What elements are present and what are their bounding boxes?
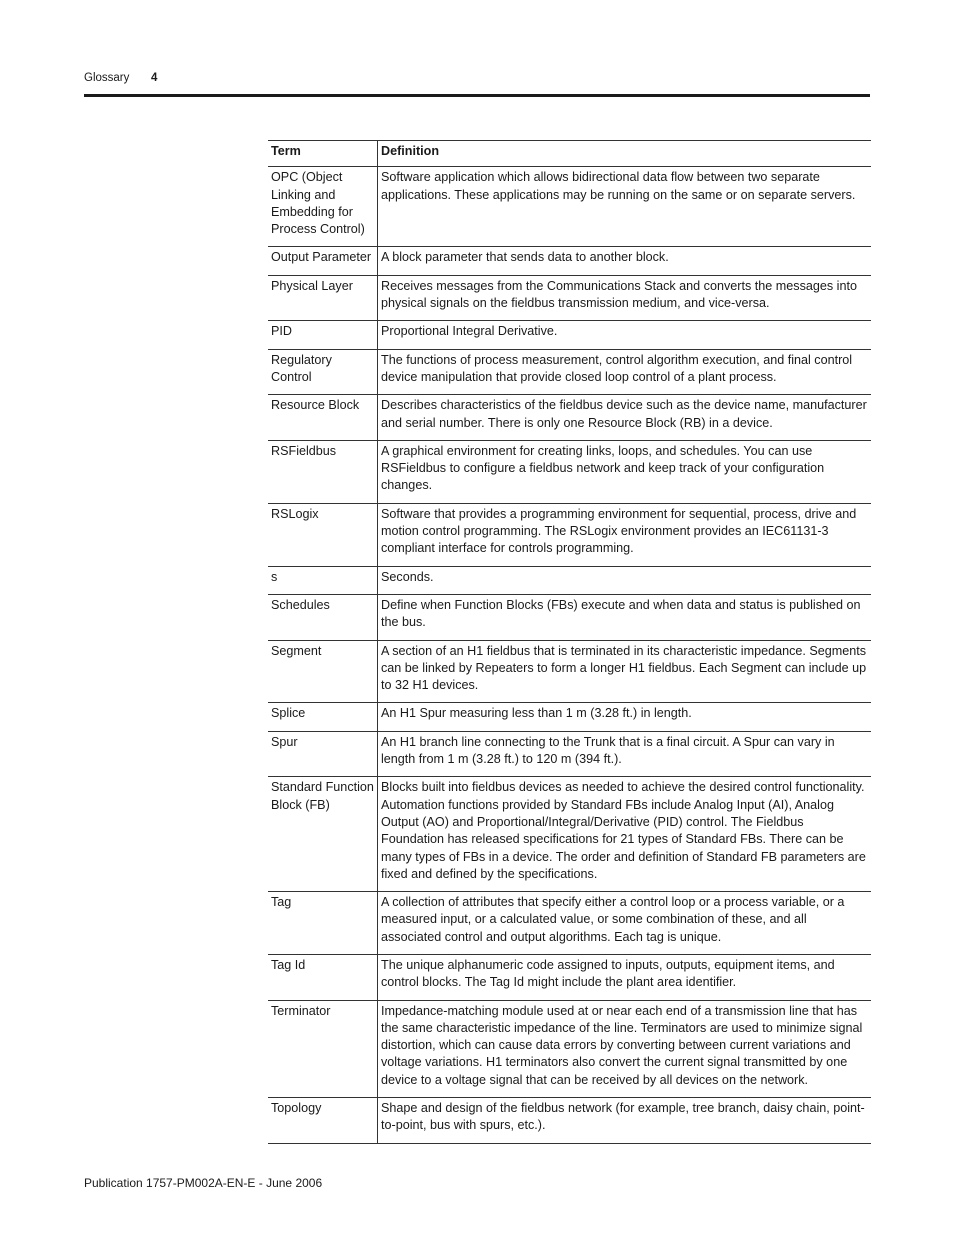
glossary-definition: The unique alphanumeric code assigned to inputs, outputs, equipment items, and control blocks. The Tag Id might include the plant area identifier. [378, 954, 872, 1000]
table-row [268, 349, 871, 395]
page-number: 4 [151, 72, 158, 84]
glossary-definition: Impedance-matching module used at or near each end of a transmission line that has the same characteristic impedance of the line. Terminators are used to minimize signal distortion, which can cause data errors by converting between current variations and voltage variations. H1 terminators also convert the current signal transmitted by one device to a voltage signal that can be received by all devices on the network. [378, 1000, 872, 1097]
table-row [268, 954, 871, 1000]
table-row [268, 503, 871, 566]
glossary-term: Regulatory Control [268, 349, 378, 395]
glossary-term: Physical Layer [268, 275, 378, 321]
glossary-definition: Blocks built into fieldbus devices as needed to achieve the desired control functionality. Automation functions provided by Standard FBs include Analog Input (AI), Analog Output (AO) and Proportional/Integral/Derivative (PID) control. The Fieldbus Foundation has released specifications for 21 types of Standard FBs. There can be many types of FBs in a device. The order and definition of Standard FB parameters are fixed and defined by the specifications. [378, 777, 872, 892]
table-row [268, 566, 871, 594]
column-header-term: Term [268, 141, 378, 167]
table-header-row [268, 141, 871, 167]
glossary-term: Resource Block [268, 395, 378, 441]
table-row [268, 640, 871, 703]
glossary-definition: Software application which allows bidirectional data flow between two separate applications. These applications may be running on the same or on separate servers. [378, 167, 872, 247]
glossary-definition: An H1 Spur measuring less than 1 m (3.28 ft.) in length. [378, 703, 872, 731]
glossary-term: Topology [268, 1098, 378, 1144]
glossary-body [268, 167, 871, 1143]
glossary-definition: Proportional Integral Derivative. [378, 321, 872, 349]
table-row [268, 777, 871, 892]
glossary-term: RSFieldbus [268, 440, 378, 503]
glossary-definition: The functions of process measurement, control algorithm execution, and final control device manipulation that provide closed loop control of a plant process. [378, 349, 872, 395]
glossary-definition: Seconds. [378, 566, 872, 594]
column-header-definition: Definition [378, 141, 872, 167]
glossary-definition: Software that provides a programming environment for sequential, process, drive and motion control programming. The RSLogix environment provides an IEC61131-3 compliant interface for controls programming. [378, 503, 872, 566]
table-row [268, 594, 871, 640]
glossary-term: Spur [268, 731, 378, 777]
glossary-term: OPC (Object Linking and Embedding for Process Control) [268, 167, 378, 247]
glossary-term: Standard Function Block (FB) [268, 777, 378, 892]
table-row [268, 395, 871, 441]
header-section-title: Glossary [84, 72, 130, 84]
table-row [268, 167, 871, 247]
glossary-definition: A section of an H1 fieldbus that is terminated in its characteristic impedance. Segments can be linked by Repeaters to form a longer H1 fieldbus. Each Segment can include up to 32 H1 devices. [378, 640, 872, 703]
table-row [268, 321, 871, 349]
glossary-definition: Describes characteristics of the fieldbus device such as the device name, manufacturer and serial number. There is only one Resource Block (RB) in a device. [378, 395, 872, 441]
glossary-term: Segment [268, 640, 378, 703]
glossary-term: Tag [268, 892, 378, 955]
glossary-term: Splice [268, 703, 378, 731]
glossary-definition: Receives messages from the Communications Stack and converts the messages into physical signals on the fieldbus transmission medium, and vice-versa. [378, 275, 872, 321]
table-row [268, 440, 871, 503]
glossary-term: Tag Id [268, 954, 378, 1000]
table-row [268, 892, 871, 955]
table-row [268, 1098, 871, 1144]
table-row [268, 275, 871, 321]
glossary-definition: Shape and design of the fieldbus network (for example, tree branch, daisy chain, point-to-point, bus with spurs, etc.). [378, 1098, 872, 1144]
glossary-definition: A block parameter that sends data to another block. [378, 247, 872, 275]
glossary-definition: A collection of attributes that specify either a control loop or a process variable, or a measured input, or a calculated value, or some combination of these, and all associated control and output algorithms. Each tag is unique. [378, 892, 872, 955]
glossary-term: Terminator [268, 1000, 378, 1097]
publication-footer: Publication 1757-PM002A-EN-E - June 2006 [84, 1176, 323, 1190]
glossary-definition: An H1 branch line connecting to the Trunk that is a final circuit. A Spur can vary in length from 1 m (3.28 ft.) to 120 m (394 ft.). [378, 731, 872, 777]
header-rule [84, 94, 870, 97]
glossary-term: Schedules [268, 594, 378, 640]
glossary-term: s [268, 566, 378, 594]
table-row [268, 247, 871, 275]
glossary-definition: A graphical environment for creating links, loops, and schedules. You can use RSFieldbus to configure a fieldbus network and keep track of your configuration changes. [378, 440, 872, 503]
glossary-table [268, 140, 871, 1144]
table-row [268, 703, 871, 731]
glossary-term: PID [268, 321, 378, 349]
glossary-term: Output Parameter [268, 247, 378, 275]
table-row [268, 731, 871, 777]
glossary-definition: Define when Function Blocks (FBs) execute and when data and status is published on the bus. [378, 594, 872, 640]
glossary-term: RSLogix [268, 503, 378, 566]
table-row [268, 1000, 871, 1097]
